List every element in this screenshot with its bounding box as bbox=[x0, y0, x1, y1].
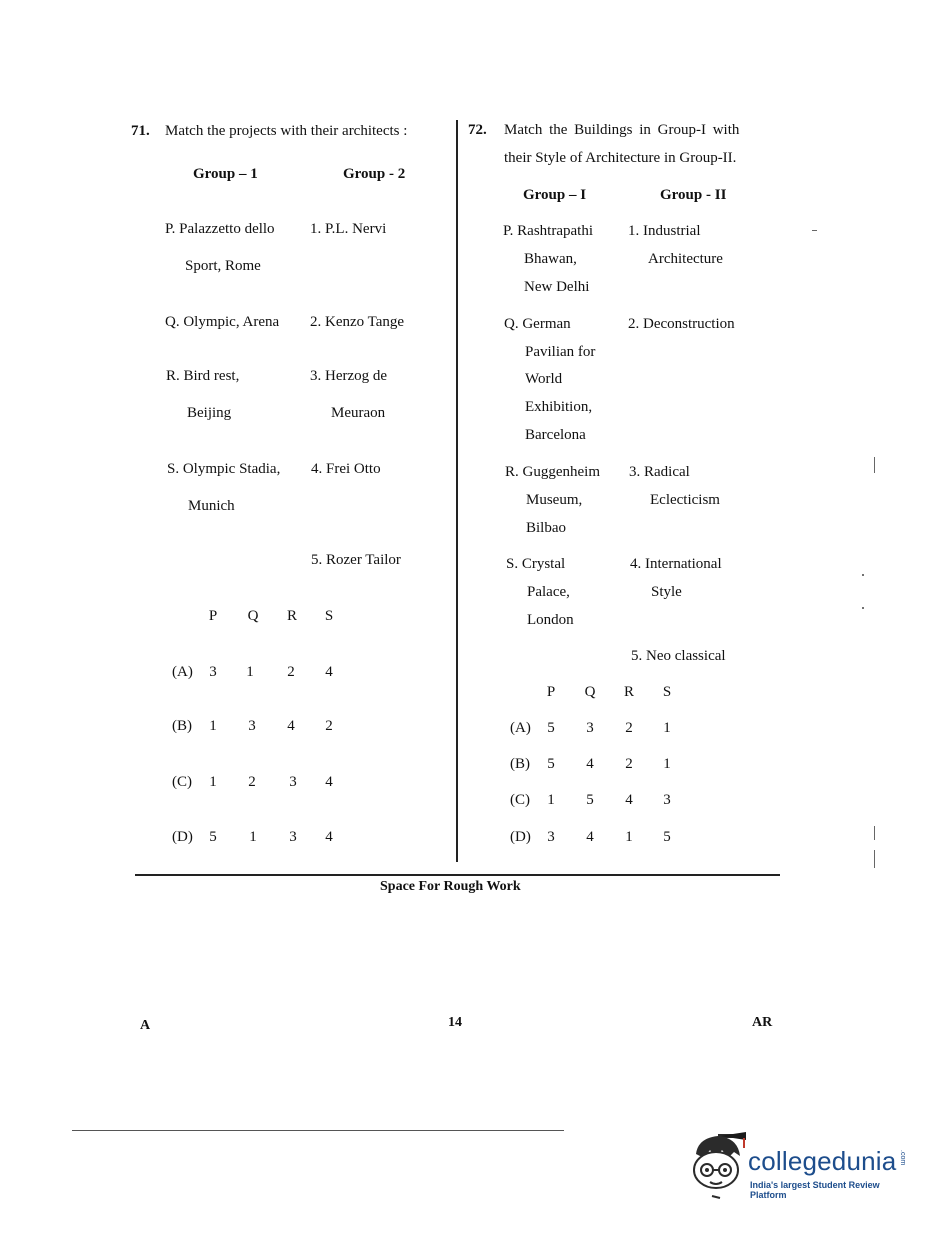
rough-work-label: Space For Rough Work bbox=[380, 879, 521, 894]
column-divider bbox=[456, 120, 458, 862]
q71-option-a-s: 4 bbox=[325, 664, 333, 680]
q72-group1-header: Group – I bbox=[523, 187, 587, 203]
q72-option-d-s: 5 bbox=[663, 829, 671, 845]
q72-item-r-line2: Museum, bbox=[526, 492, 583, 508]
q72-item-q-line1: Q. German bbox=[504, 316, 571, 332]
q71-option-a-q: 1 bbox=[246, 664, 254, 680]
q72-item-s-line1: S. Crystal bbox=[506, 556, 566, 572]
q71-option-c-r: 3 bbox=[289, 774, 297, 790]
q71-header-r: R bbox=[286, 608, 297, 624]
mascot-icon bbox=[688, 1132, 748, 1202]
q71-header-s: S bbox=[324, 608, 334, 624]
q71-option-b-s: 2 bbox=[325, 718, 333, 734]
q72-choice-3-line2: Eclecticism bbox=[650, 492, 720, 508]
q72-item-p-line1: P. Rashtrapathi bbox=[503, 223, 593, 239]
q72-choice-1-line2: Architecture bbox=[648, 251, 723, 267]
q71-choice-3-line2: Meuraon bbox=[331, 405, 386, 421]
logo-suffix: .com bbox=[899, 1150, 906, 1166]
q71-option-a-label: (A) bbox=[172, 664, 193, 680]
q72-choice-5: 5. Neo classical bbox=[631, 648, 726, 664]
rough-work-divider bbox=[135, 874, 780, 876]
q72-question-line1: Match the Buildings in Group-I with bbox=[504, 122, 740, 138]
q72-item-q-line3: World bbox=[525, 371, 563, 387]
q71-option-a-p: 3 bbox=[209, 664, 217, 680]
q72-option-a-q: 3 bbox=[586, 720, 594, 736]
collegedunia-logo bbox=[688, 1132, 918, 1202]
q71-choice-5: 5. Rozer Tailor bbox=[311, 552, 401, 568]
q72-option-c-q: 5 bbox=[586, 792, 594, 808]
q72-option-a-label: (A) bbox=[510, 720, 531, 736]
q71-choice-3-line1: 3. Herzog de bbox=[310, 368, 388, 384]
q72-option-c-label: (C) bbox=[510, 792, 530, 808]
q72-option-d-r: 1 bbox=[625, 829, 633, 845]
q71-choice-4: 4. Frei Otto bbox=[311, 461, 381, 477]
q72-option-b-q: 4 bbox=[586, 756, 594, 772]
q71-item-q-line1: Q. Olympic, Arena bbox=[165, 314, 280, 330]
footer-right-code: AR bbox=[752, 1015, 773, 1030]
q71-option-d-s: 4 bbox=[325, 829, 333, 845]
scan-mark bbox=[874, 850, 875, 868]
q71-item-r-line2: Beijing bbox=[187, 405, 232, 421]
q71-option-b-label: (B) bbox=[172, 718, 192, 734]
q72-choice-4-line1: 4. International bbox=[630, 556, 722, 572]
q72-item-q-line2: Pavilian for bbox=[525, 344, 596, 360]
q72-option-d-p: 3 bbox=[547, 829, 555, 845]
q72-question-line2: their Style of Architecture in Group-II. bbox=[504, 150, 737, 166]
q72-item-r-line3: Bilbao bbox=[526, 520, 566, 536]
q71-question: Match the projects with their architects : bbox=[165, 123, 408, 139]
q72-group2-header: Group - II bbox=[660, 187, 727, 203]
q72-item-q-line4: Exhibition, bbox=[525, 399, 593, 415]
q72-header-p: P bbox=[546, 684, 556, 700]
q72-header-s: S bbox=[662, 684, 672, 700]
scan-mark bbox=[862, 607, 864, 609]
q72-option-b-r: 2 bbox=[625, 756, 633, 772]
q72-choice-4-line2: Style bbox=[651, 584, 682, 600]
q71-option-b-q: 3 bbox=[248, 718, 256, 734]
q71-option-c-s: 4 bbox=[325, 774, 333, 790]
q71-item-p-line2: Sport, Rome bbox=[185, 258, 261, 274]
q72-option-c-s: 3 bbox=[663, 792, 671, 808]
page-bottom-line bbox=[72, 1130, 564, 1131]
q72-option-a-r: 2 bbox=[625, 720, 633, 736]
q72-option-b-s: 1 bbox=[663, 756, 671, 772]
scan-mark bbox=[874, 457, 875, 473]
q72-option-c-r: 4 bbox=[625, 792, 633, 808]
q72-option-b-label: (B) bbox=[510, 756, 530, 772]
q72-header-r: R bbox=[623, 684, 634, 700]
q72-item-s-line2: Palace, bbox=[527, 584, 570, 600]
q72-choice-1-line1: 1. Industrial bbox=[628, 223, 701, 239]
q71-choice-1: 1. P.L. Nervi bbox=[310, 221, 387, 237]
footer-left-code: A bbox=[140, 1018, 151, 1033]
q72-header-q: Q bbox=[584, 684, 596, 700]
q71-group1-header: Group – 1 bbox=[193, 166, 258, 182]
q71-option-a-r: 2 bbox=[287, 664, 295, 680]
q71-number: 71. bbox=[131, 123, 150, 139]
q72-option-d-label: (D) bbox=[510, 829, 531, 845]
q71-option-b-r: 4 bbox=[287, 718, 295, 734]
logo-tagline: India's largest Student Review Platform bbox=[750, 1180, 880, 1200]
q72-option-a-p: 5 bbox=[547, 720, 555, 736]
q71-item-r-line1: R. Bird rest, bbox=[166, 368, 240, 384]
q71-item-s-line2: Munich bbox=[188, 498, 235, 514]
scan-mark bbox=[862, 574, 864, 576]
q72-option-d-q: 4 bbox=[586, 829, 594, 845]
q72-item-s-line3: London bbox=[527, 612, 574, 628]
q72-option-c-p: 1 bbox=[547, 792, 555, 808]
q71-group2-header: Group - 2 bbox=[343, 166, 406, 182]
logo-wordmark: collegedunia bbox=[748, 1146, 897, 1176]
q72-item-p-line2: Bhawan, bbox=[524, 251, 577, 267]
q71-option-d-q: 1 bbox=[249, 829, 257, 845]
q72-choice-2: 2. Deconstruction bbox=[628, 316, 735, 332]
q71-choice-2: 2. Kenzo Tange bbox=[310, 314, 405, 330]
q71-option-d-r: 3 bbox=[289, 829, 297, 845]
scan-mark bbox=[874, 826, 875, 840]
q72-number: 72. bbox=[468, 122, 487, 138]
q72-item-q-line5: Barcelona bbox=[525, 427, 586, 443]
q71-item-p-line1: P. Palazzetto dello bbox=[165, 221, 275, 237]
q71-header-q: Q bbox=[247, 608, 259, 624]
footer-page-number: 14 bbox=[448, 1015, 462, 1030]
q71-option-c-p: 1 bbox=[209, 774, 217, 790]
scan-mark bbox=[812, 230, 817, 231]
q71-option-d-label: (D) bbox=[172, 829, 193, 845]
q72-option-b-p: 5 bbox=[547, 756, 555, 772]
q71-option-c-q: 2 bbox=[248, 774, 256, 790]
q71-header-p: P bbox=[208, 608, 218, 624]
q71-item-s-line1: S. Olympic Stadia, bbox=[167, 461, 281, 477]
q72-choice-3-line1: 3. Radical bbox=[629, 464, 690, 480]
q72-item-p-line3: New Delhi bbox=[524, 279, 590, 295]
q71-option-c-label: (C) bbox=[172, 774, 192, 790]
q72-option-a-s: 1 bbox=[663, 720, 671, 736]
q71-option-d-p: 5 bbox=[209, 829, 217, 845]
q71-option-b-p: 1 bbox=[209, 718, 217, 734]
q72-item-r-line1: R. Guggenheim bbox=[505, 464, 600, 480]
